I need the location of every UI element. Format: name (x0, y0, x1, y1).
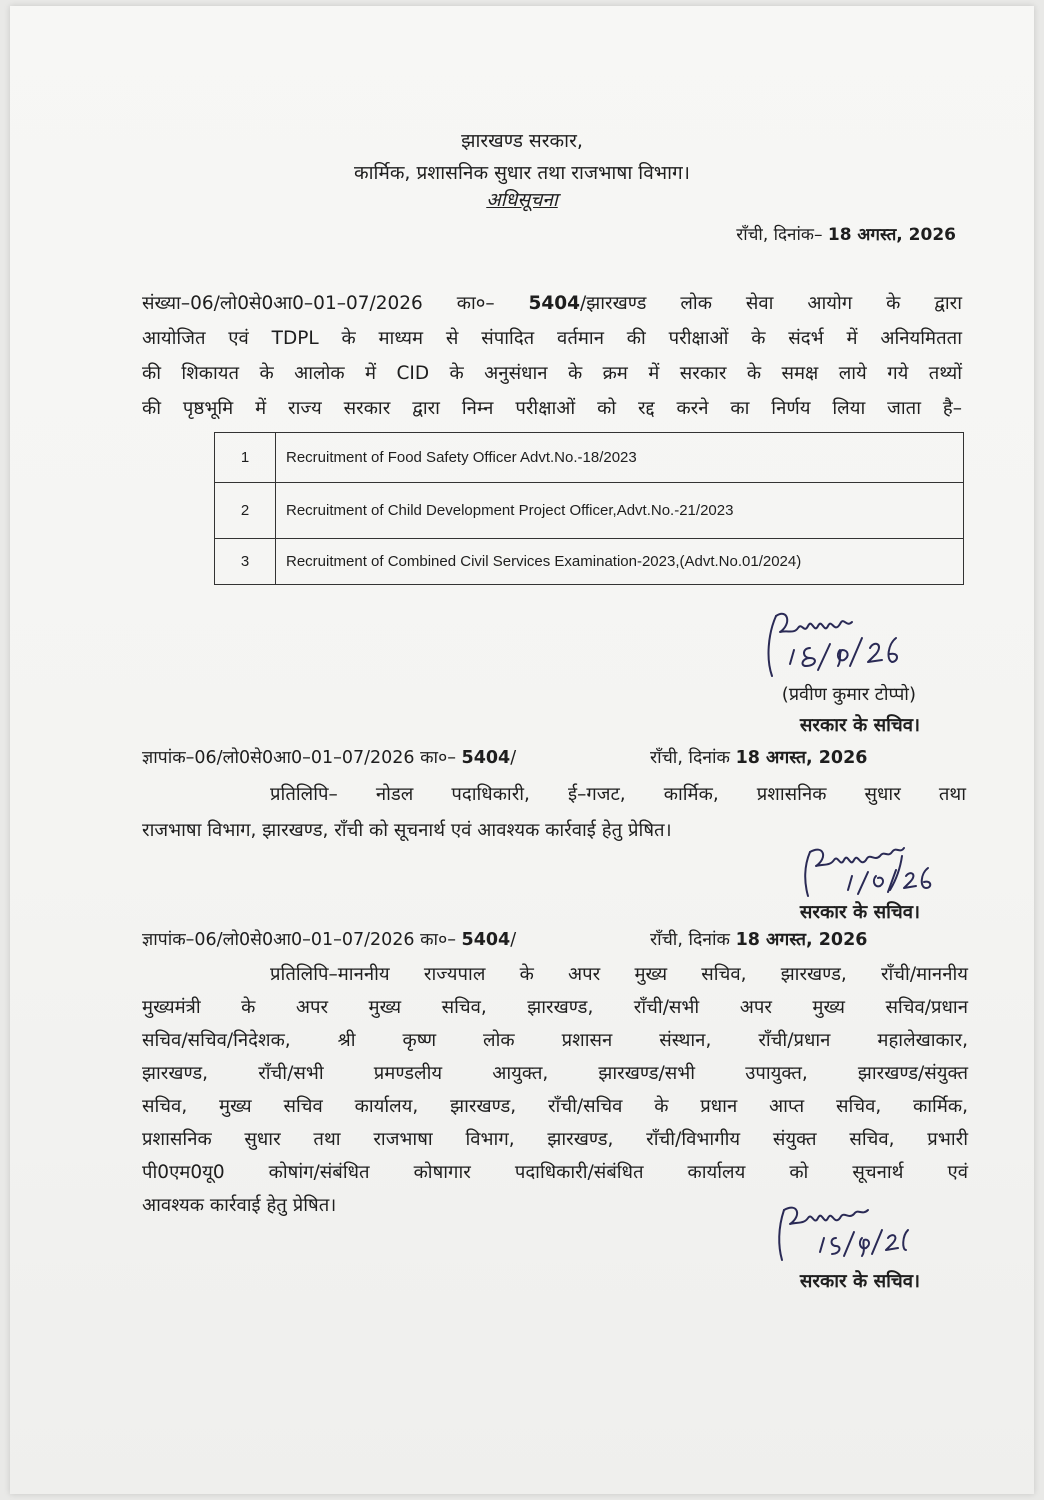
memo-1-slash: / (510, 748, 517, 768)
table-row (215, 483, 964, 539)
signatory-designation: सरकार के सचिव। (799, 715, 920, 736)
memo-2-copy-line: प्रतिलिपि–माननीय राज्यपाल के अपर मुख्य सचिव, झारखण्ड, राँची/माननीय (270, 964, 968, 985)
memo-1-copy-paragraph (142, 777, 966, 849)
memo-2-copy-line: सचिव/सचिव/निदेशक, श्री कृष्ण लोक प्रशासन संस्थान, राँची/प्रधान महालेखाकार, (142, 1030, 968, 1051)
memo-1-date-value: 18 अगस्त, 2026 (735, 748, 868, 768)
date-prefix: राँची, दिनांक– (736, 225, 823, 245)
notification-heading: अधिसूचना (486, 189, 558, 211)
memo-1-date-prefix: राँची, दिनांक (650, 748, 730, 768)
memo-1-reference (142, 745, 516, 769)
handwritten-signature (770, 1200, 910, 1266)
date-value: 18 अगस्त, 2026 (827, 225, 956, 245)
memo-2-reference (142, 927, 516, 951)
memo-2-ref-number: 5404 (461, 930, 511, 950)
memo-2-copy-line: मुख्यमंत्री के अपर मुख्य सचिव, झारखण्ड, राँची/सभी अपर मुख्य सचिव/प्रधान (142, 997, 968, 1018)
memo-1-ref-number: 5404 (461, 748, 511, 768)
memo-2-copy-line: आवश्यक कार्रवाई हेतु प्रेषित। (142, 1195, 337, 1216)
table-row (215, 539, 964, 585)
table-row (215, 433, 964, 483)
order-line-1-rest: /झारखण्ड लोक सेवा आयोग के द्वारा (580, 293, 963, 314)
handwritten-signature (758, 604, 908, 684)
memo-1-ref-prefix: ज्ञापांक–06/लो0से0आ0–01–07/2026 का०– (142, 748, 456, 768)
memo-2-date (650, 927, 867, 951)
department-name: कार्मिक, प्रशासनिक सुधार तथा राजभाषा विभाग। (354, 162, 690, 184)
exam-number: 1 (215, 433, 276, 483)
exam-number: 2 (215, 483, 276, 539)
memo-1-copy-line-2: राजभाषा विभाग, झारखण्ड, राँची को सूचनार्थ एवं आवश्यक कार्रवाई हेतु प्रेषित। (142, 820, 672, 841)
order-ref-number: 5404 (528, 293, 581, 314)
exam-number: 3 (215, 539, 276, 585)
memo-2-designation: सरकार के सचिव। (799, 1271, 920, 1292)
order-paragraph (142, 286, 962, 426)
government-name: झारखण्ड सरकार, (461, 130, 583, 152)
exam-title: Recruitment of Child Development Project Officer,Advt.No.-21/2023 (276, 483, 964, 539)
memo-2-date-prefix: राँची, दिनांक (650, 930, 730, 950)
memo-2-copy-paragraph (142, 958, 968, 1222)
memo-1-date (650, 745, 867, 769)
memo-2-copy-line: पी0एम0यू0 कोषांग/संबंधित कोषागार पदाधिकारी/संबंधित कार्यालय को सूचनार्थ एवं (142, 1162, 968, 1183)
memo-1-designation: सरकार के सचिव। (799, 902, 920, 923)
order-ref-prefix: संख्या–06/लो0से0आ0–01–07/2026 का०– (142, 293, 495, 314)
memo-2-copy-line: झारखण्ड, राँची/सभी प्रमण्डलीय आयुक्त, झारखण्ड/सभी उपायुक्त, झारखण्ड/संयुक्त (142, 1063, 968, 1084)
memo-1-copy-line-1: प्रतिलिपि– नोडल पदाधिकारी, ई–गजट, कार्मिक, प्रशासनिक सुधार तथा (270, 784, 966, 805)
order-line-4: की पृष्ठभूमि में राज्य सरकार द्वारा निम्न परीक्षाओं को रद्द करने का निर्णय लिया जाता है– (142, 398, 962, 419)
memo-2-ref-prefix: ज्ञापांक–06/लो0से0आ0–01–07/2026 का०– (142, 930, 456, 950)
memo-2-date-value: 18 अगस्त, 2026 (735, 930, 868, 950)
order-line-2: आयोजित एवं TDPL के माध्यम से संपादित वर्तमान की परीक्षाओं के संदर्भ में अनियमितता (142, 328, 962, 349)
order-line-1 (142, 286, 962, 321)
exam-title: Recruitment of Combined Civil Services Examination-2023,(Advt.No.01/2024) (276, 539, 964, 585)
handwritten-signature (796, 840, 936, 902)
order-line-3: की शिकायत के आलोक में CID के अनुसंधान के क्रम में सरकार के समक्ष लाये गये तथ्यों (142, 363, 962, 384)
memo-2-slash: / (510, 930, 517, 950)
exam-title: Recruitment of Food Safety Officer Advt.No.-18/2023 (276, 433, 964, 483)
signatory-name: (प्रवीण कुमार टोप्पो) (781, 684, 916, 705)
memo-2-copy-line: प्रशासनिक सुधार तथा राजभाषा विभाग, झारखण्ड, राँची/विभागीय संयुक्त सचिव, प्रभारी (142, 1129, 968, 1150)
memo-2-copy-line: सचिव, मुख्य सचिव कार्यालय, झारखण्ड, राँची/सचिव के प्रधान आप्त सचिव, कार्मिक, (142, 1096, 968, 1117)
cancelled-exams-table (214, 432, 964, 585)
notification-date (736, 222, 956, 245)
